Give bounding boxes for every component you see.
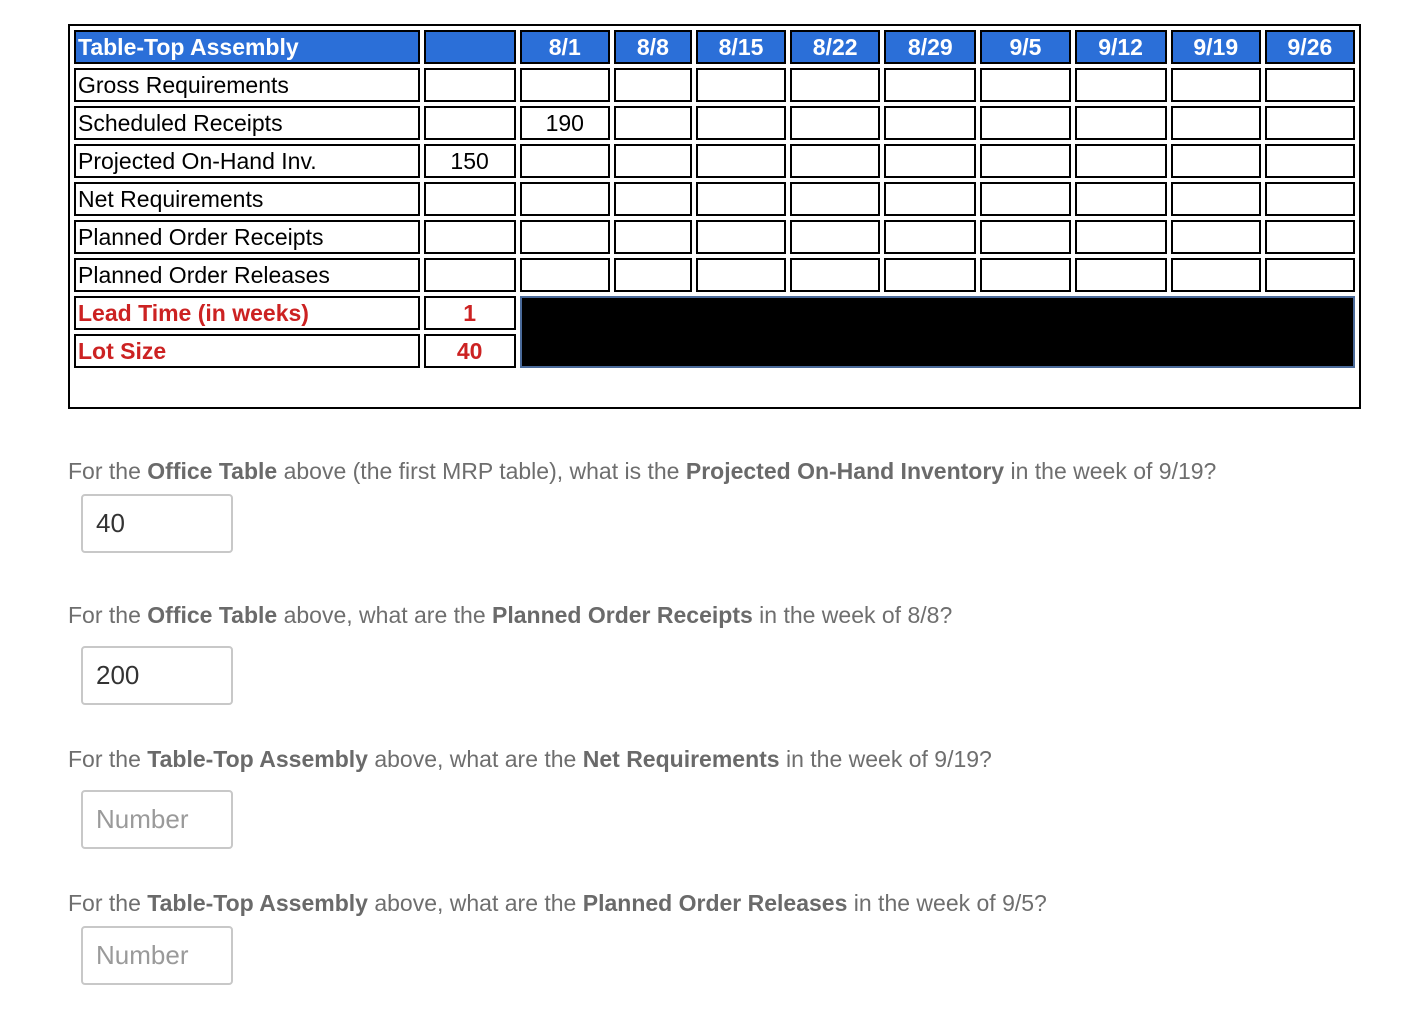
week-header-cell: 8/22 [790, 30, 880, 64]
question-emphasis: Planned Order Receipts [492, 602, 753, 628]
mrp-week-cell [980, 144, 1070, 178]
question-emphasis: Projected On-Hand Inventory [685, 458, 1005, 484]
mrp-week-cell [884, 68, 976, 102]
mrp-week-cell [614, 144, 692, 178]
mrp-week-cell [1171, 68, 1261, 102]
mrp-week-cell [696, 258, 786, 292]
mrp-initial-cell: 150 [424, 144, 516, 178]
mrp-week-cell [1265, 220, 1355, 254]
week-header-cell: 8/29 [884, 30, 976, 64]
mrp-week-cell [520, 144, 610, 178]
question-emphasis: Table-Top Assembly [147, 890, 368, 916]
question-fragment: in the week of 9/19? [1004, 458, 1217, 484]
mrp-table [70, 26, 1359, 372]
mrp-week-cell [1265, 182, 1355, 216]
mrp-row [74, 106, 1355, 140]
week-header-cell: 9/19 [1171, 30, 1261, 64]
question-fragment: For the [68, 890, 148, 916]
question-emphasis: Table-Top Assembly [147, 746, 368, 772]
mrp-initial-cell [424, 68, 516, 102]
mrp-row-label: Planned Order Receipts [74, 220, 420, 254]
mrp-initial-cell [424, 182, 516, 216]
mrp-week-cell [696, 68, 786, 102]
mrp-week-cell [980, 106, 1070, 140]
blackout-area [520, 296, 1355, 368]
mrp-week-cell: 190 [520, 106, 610, 140]
question-emphasis: Office Table [147, 458, 278, 484]
mrp-week-cell [520, 182, 610, 216]
mrp-week-cell [1171, 220, 1261, 254]
mrp-week-cell [614, 182, 692, 216]
mrp-week-cell [1171, 258, 1261, 292]
answer-input[interactable] [81, 790, 233, 849]
mrp-param-value: 1 [424, 296, 516, 330]
mrp-row-label: Scheduled Receipts [74, 106, 420, 140]
mrp-row-label: Projected On-Hand Inv. [74, 144, 420, 178]
question-text [68, 458, 1216, 485]
week-header-cell: 9/26 [1265, 30, 1355, 64]
mrp-row [74, 68, 1355, 102]
answer-input[interactable] [81, 926, 233, 985]
week-header-cell: 9/12 [1075, 30, 1167, 64]
mrp-week-cell [614, 106, 692, 140]
answer-input[interactable] [81, 646, 233, 705]
mrp-week-cell [614, 258, 692, 292]
mrp-week-cell [884, 258, 976, 292]
mrp-row [74, 220, 1355, 254]
week-header-cell: 9/5 [980, 30, 1070, 64]
mrp-week-cell [1075, 68, 1167, 102]
mrp-week-cell [614, 68, 692, 102]
question-text [68, 746, 992, 773]
mrp-week-cell [884, 182, 976, 216]
mrp-param-label: Lead Time (in weeks) [74, 296, 420, 330]
mrp-initial-cell [424, 106, 516, 140]
mrp-week-cell [790, 220, 880, 254]
mrp-week-cell [1075, 144, 1167, 178]
mrp-week-cell [696, 106, 786, 140]
mrp-header-row [74, 30, 1355, 64]
week-header-cell: 8/1 [520, 30, 610, 64]
question-fragment: in the week of 9/5? [847, 890, 1047, 916]
question-fragment: in the week of 8/8? [752, 602, 953, 628]
mrp-initial-cell [424, 258, 516, 292]
mrp-row [74, 258, 1355, 292]
mrp-week-cell [520, 220, 610, 254]
question-fragment: For the [68, 458, 148, 484]
mrp-week-cell [980, 68, 1070, 102]
question-emphasis: Planned Order Releases [582, 890, 848, 916]
question-fragment: above, what are the [367, 746, 583, 772]
mrp-week-cell [884, 106, 976, 140]
question-fragment: in the week of 9/19? [779, 746, 992, 772]
mrp-row-label: Planned Order Releases [74, 258, 420, 292]
question-fragment: above, what are the [367, 890, 583, 916]
mrp-week-cell [696, 144, 786, 178]
week-header-cell: 8/8 [614, 30, 692, 64]
mrp-week-cell [1075, 220, 1167, 254]
mrp-week-cell [696, 220, 786, 254]
mrp-week-cell [980, 220, 1070, 254]
mrp-week-cell [790, 68, 880, 102]
mrp-week-cell [980, 258, 1070, 292]
question-emphasis: Office Table [147, 602, 278, 628]
mrp-week-cell [980, 182, 1070, 216]
mrp-row [74, 144, 1355, 178]
mrp-week-cell [1265, 258, 1355, 292]
question-fragment: For the [68, 746, 148, 772]
mrp-week-cell [1265, 106, 1355, 140]
mrp-week-cell [1075, 258, 1167, 292]
mrp-row [74, 182, 1355, 216]
mrp-row-label: Net Requirements [74, 182, 420, 216]
mrp-week-cell [884, 220, 976, 254]
question-emphasis: Net Requirements [582, 746, 780, 772]
mrp-table-container [68, 24, 1361, 409]
mrp-week-cell [790, 258, 880, 292]
mrp-week-cell [614, 220, 692, 254]
mrp-week-cell [1075, 106, 1167, 140]
mrp-week-cell [520, 68, 610, 102]
question-fragment: For the [68, 602, 148, 628]
question-text [68, 602, 952, 629]
mrp-table-title: Table-Top Assembly [74, 30, 420, 64]
question-text [68, 890, 1047, 917]
mrp-initial-cell [424, 220, 516, 254]
mrp-week-cell [790, 144, 880, 178]
mrp-week-cell [520, 258, 610, 292]
mrp-week-cell [790, 106, 880, 140]
mrp-param-value: 40 [424, 334, 516, 368]
mrp-week-cell [1171, 106, 1261, 140]
mrp-week-cell [1265, 144, 1355, 178]
mrp-week-cell [1075, 182, 1167, 216]
answer-input[interactable] [81, 494, 233, 553]
mrp-param-row [74, 296, 1355, 330]
mrp-week-cell [1171, 144, 1261, 178]
header-blank-cell [424, 30, 516, 64]
week-header-cell: 8/15 [696, 30, 786, 64]
mrp-week-cell [1171, 182, 1261, 216]
question-fragment: above (the first MRP table), what is the [277, 458, 686, 484]
mrp-week-cell [696, 182, 786, 216]
question-fragment: above, what are the [277, 602, 493, 628]
mrp-week-cell [1265, 68, 1355, 102]
mrp-param-label: Lot Size [74, 334, 420, 368]
mrp-week-cell [790, 182, 880, 216]
mrp-row-label: Gross Requirements [74, 68, 420, 102]
mrp-week-cell [884, 144, 976, 178]
